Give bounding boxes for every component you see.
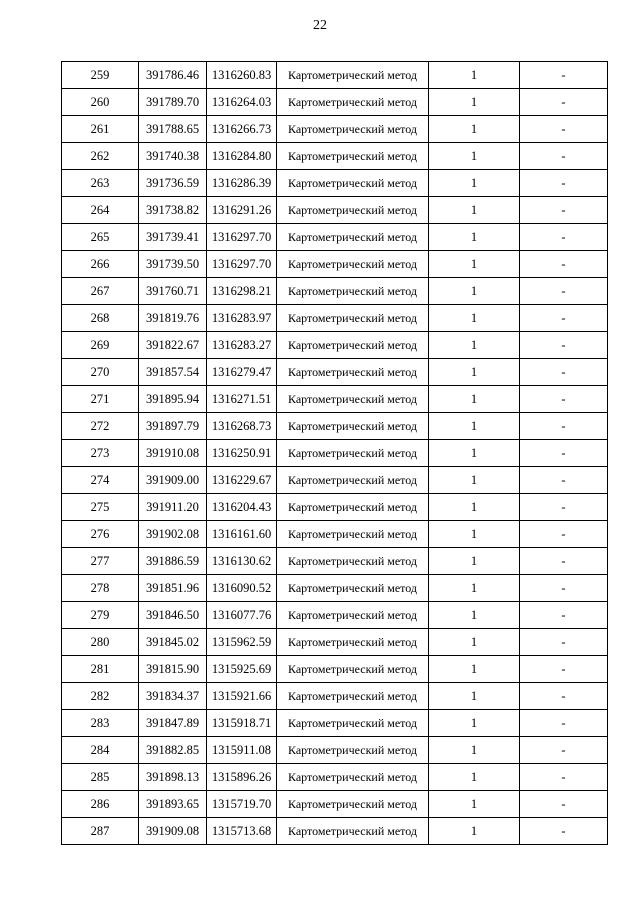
x-coordinate-cell: 391760.71 (139, 278, 207, 305)
x-coordinate-cell: 391815.90 (139, 656, 207, 683)
description-cell: - (520, 737, 608, 764)
accuracy-cell: 1 (429, 440, 520, 467)
accuracy-cell: 1 (429, 656, 520, 683)
table-row (62, 521, 608, 548)
point-number-cell: 272 (62, 413, 139, 440)
x-coordinate-cell: 391909.00 (139, 467, 207, 494)
y-coordinate-cell: 1316284.80 (207, 143, 277, 170)
x-coordinate-cell: 391819.76 (139, 305, 207, 332)
accuracy-cell: 1 (429, 224, 520, 251)
description-cell: - (520, 224, 608, 251)
table-row (62, 791, 608, 818)
y-coordinate-cell: 1315962.59 (207, 629, 277, 656)
y-coordinate-cell: 1315918.71 (207, 710, 277, 737)
y-coordinate-cell: 1316077.76 (207, 602, 277, 629)
description-cell: - (520, 467, 608, 494)
accuracy-cell: 1 (429, 305, 520, 332)
y-coordinate-cell: 1316298.21 (207, 278, 277, 305)
point-number-cell: 278 (62, 575, 139, 602)
accuracy-cell: 1 (429, 332, 520, 359)
method-cell: Картометрический метод (277, 386, 429, 413)
accuracy-cell: 1 (429, 710, 520, 737)
method-cell: Картометрический метод (277, 170, 429, 197)
point-number-cell: 276 (62, 521, 139, 548)
method-cell: Картометрический метод (277, 737, 429, 764)
accuracy-cell: 1 (429, 467, 520, 494)
x-coordinate-cell: 391909.08 (139, 818, 207, 845)
method-cell: Картометрический метод (277, 89, 429, 116)
x-coordinate-cell: 391822.67 (139, 332, 207, 359)
table-row (62, 305, 608, 332)
accuracy-cell: 1 (429, 62, 520, 89)
x-coordinate-cell: 391740.38 (139, 143, 207, 170)
description-cell: - (520, 170, 608, 197)
method-cell: Картометрический метод (277, 764, 429, 791)
method-cell: Картометрический метод (277, 467, 429, 494)
point-number-cell: 286 (62, 791, 139, 818)
y-coordinate-cell: 1316090.52 (207, 575, 277, 602)
y-coordinate-cell: 1316283.27 (207, 332, 277, 359)
table-row (62, 413, 608, 440)
accuracy-cell: 1 (429, 251, 520, 278)
method-cell: Картометрический метод (277, 818, 429, 845)
x-coordinate-cell: 391788.65 (139, 116, 207, 143)
method-cell: Картометрический метод (277, 791, 429, 818)
table-body (62, 62, 608, 845)
point-number-cell: 271 (62, 386, 139, 413)
description-cell: - (520, 359, 608, 386)
y-coordinate-cell: 1316286.39 (207, 170, 277, 197)
point-number-cell: 266 (62, 251, 139, 278)
accuracy-cell: 1 (429, 170, 520, 197)
table-row (62, 386, 608, 413)
point-number-cell: 259 (62, 62, 139, 89)
y-coordinate-cell: 1315896.26 (207, 764, 277, 791)
point-number-cell: 275 (62, 494, 139, 521)
accuracy-cell: 1 (429, 683, 520, 710)
table-row (62, 332, 608, 359)
point-number-cell: 263 (62, 170, 139, 197)
method-cell: Картометрический метод (277, 440, 429, 467)
table-row (62, 116, 608, 143)
accuracy-cell: 1 (429, 197, 520, 224)
point-number-cell: 281 (62, 656, 139, 683)
x-coordinate-cell: 391886.59 (139, 548, 207, 575)
x-coordinate-cell: 391786.46 (139, 62, 207, 89)
point-number-cell: 284 (62, 737, 139, 764)
x-coordinate-cell: 391736.59 (139, 170, 207, 197)
method-cell: Картометрический метод (277, 656, 429, 683)
description-cell: - (520, 197, 608, 224)
description-cell: - (520, 548, 608, 575)
method-cell: Картометрический метод (277, 683, 429, 710)
table-row (62, 278, 608, 305)
x-coordinate-cell: 391910.08 (139, 440, 207, 467)
coordinates-table (61, 61, 608, 845)
method-cell: Картометрический метод (277, 143, 429, 170)
table-row (62, 62, 608, 89)
y-coordinate-cell: 1315719.70 (207, 791, 277, 818)
x-coordinate-cell: 391882.85 (139, 737, 207, 764)
description-cell: - (520, 143, 608, 170)
table-row (62, 656, 608, 683)
y-coordinate-cell: 1316271.51 (207, 386, 277, 413)
description-cell: - (520, 764, 608, 791)
accuracy-cell: 1 (429, 386, 520, 413)
table-row (62, 575, 608, 602)
accuracy-cell: 1 (429, 629, 520, 656)
point-number-cell: 285 (62, 764, 139, 791)
y-coordinate-cell: 1315925.69 (207, 656, 277, 683)
description-cell: - (520, 494, 608, 521)
y-coordinate-cell: 1316266.73 (207, 116, 277, 143)
accuracy-cell: 1 (429, 602, 520, 629)
table-row (62, 629, 608, 656)
x-coordinate-cell: 391851.96 (139, 575, 207, 602)
description-cell: - (520, 602, 608, 629)
x-coordinate-cell: 391895.94 (139, 386, 207, 413)
point-number-cell: 261 (62, 116, 139, 143)
y-coordinate-cell: 1316283.97 (207, 305, 277, 332)
point-number-cell: 277 (62, 548, 139, 575)
description-cell: - (520, 683, 608, 710)
table-row (62, 683, 608, 710)
y-coordinate-cell: 1316260.83 (207, 62, 277, 89)
method-cell: Картометрический метод (277, 62, 429, 89)
point-number-cell: 273 (62, 440, 139, 467)
description-cell: - (520, 818, 608, 845)
x-coordinate-cell: 391902.08 (139, 521, 207, 548)
table-row (62, 764, 608, 791)
description-cell: - (520, 89, 608, 116)
description-cell: - (520, 278, 608, 305)
y-coordinate-cell: 1316264.03 (207, 89, 277, 116)
y-coordinate-cell: 1316297.70 (207, 224, 277, 251)
table-row (62, 89, 608, 116)
point-number-cell: 270 (62, 359, 139, 386)
y-coordinate-cell: 1316161.60 (207, 521, 277, 548)
description-cell: - (520, 305, 608, 332)
point-number-cell: 262 (62, 143, 139, 170)
method-cell: Картометрический метод (277, 575, 429, 602)
x-coordinate-cell: 391845.02 (139, 629, 207, 656)
accuracy-cell: 1 (429, 737, 520, 764)
x-coordinate-cell: 391893.65 (139, 791, 207, 818)
table-row (62, 548, 608, 575)
table-row (62, 602, 608, 629)
method-cell: Картометрический метод (277, 548, 429, 575)
point-number-cell: 274 (62, 467, 139, 494)
point-number-cell: 283 (62, 710, 139, 737)
table-row (62, 467, 608, 494)
method-cell: Картометрический метод (277, 278, 429, 305)
method-cell: Картометрический метод (277, 197, 429, 224)
x-coordinate-cell: 391789.70 (139, 89, 207, 116)
x-coordinate-cell: 391911.20 (139, 494, 207, 521)
y-coordinate-cell: 1316291.26 (207, 197, 277, 224)
accuracy-cell: 1 (429, 494, 520, 521)
table-row (62, 737, 608, 764)
y-coordinate-cell: 1316268.73 (207, 413, 277, 440)
table-row (62, 170, 608, 197)
point-number-cell: 280 (62, 629, 139, 656)
description-cell: - (520, 521, 608, 548)
x-coordinate-cell: 391898.13 (139, 764, 207, 791)
table-row (62, 359, 608, 386)
method-cell: Картометрический метод (277, 251, 429, 278)
page-number: 22 (313, 18, 327, 33)
x-coordinate-cell: 391834.37 (139, 683, 207, 710)
accuracy-cell: 1 (429, 575, 520, 602)
description-cell: - (520, 413, 608, 440)
description-cell: - (520, 332, 608, 359)
description-cell: - (520, 116, 608, 143)
table-row (62, 710, 608, 737)
accuracy-cell: 1 (429, 521, 520, 548)
y-coordinate-cell: 1316130.62 (207, 548, 277, 575)
table-row (62, 197, 608, 224)
point-number-cell: 268 (62, 305, 139, 332)
x-coordinate-cell: 391897.79 (139, 413, 207, 440)
method-cell: Картометрический метод (277, 359, 429, 386)
accuracy-cell: 1 (429, 278, 520, 305)
method-cell: Картометрический метод (277, 602, 429, 629)
method-cell: Картометрический метод (277, 413, 429, 440)
y-coordinate-cell: 1316250.91 (207, 440, 277, 467)
description-cell: - (520, 656, 608, 683)
table-row (62, 440, 608, 467)
accuracy-cell: 1 (429, 359, 520, 386)
y-coordinate-cell: 1315911.08 (207, 737, 277, 764)
point-number-cell: 279 (62, 602, 139, 629)
x-coordinate-cell: 391847.89 (139, 710, 207, 737)
description-cell: - (520, 62, 608, 89)
point-number-cell: 260 (62, 89, 139, 116)
x-coordinate-cell: 391857.54 (139, 359, 207, 386)
table-row (62, 224, 608, 251)
description-cell: - (520, 386, 608, 413)
y-coordinate-cell: 1316204.43 (207, 494, 277, 521)
table-row (62, 818, 608, 845)
description-cell: - (520, 440, 608, 467)
x-coordinate-cell: 391739.50 (139, 251, 207, 278)
accuracy-cell: 1 (429, 818, 520, 845)
point-number-cell: 264 (62, 197, 139, 224)
description-cell: - (520, 251, 608, 278)
method-cell: Картометрический метод (277, 224, 429, 251)
y-coordinate-cell: 1316279.47 (207, 359, 277, 386)
accuracy-cell: 1 (429, 791, 520, 818)
table-row (62, 251, 608, 278)
method-cell: Картометрический метод (277, 494, 429, 521)
method-cell: Картометрический метод (277, 521, 429, 548)
point-number-cell: 269 (62, 332, 139, 359)
description-cell: - (520, 791, 608, 818)
y-coordinate-cell: 1315921.66 (207, 683, 277, 710)
description-cell: - (520, 710, 608, 737)
description-cell: - (520, 629, 608, 656)
table-row (62, 143, 608, 170)
point-number-cell: 287 (62, 818, 139, 845)
y-coordinate-cell: 1316297.70 (207, 251, 277, 278)
point-number-cell: 282 (62, 683, 139, 710)
accuracy-cell: 1 (429, 143, 520, 170)
point-number-cell: 265 (62, 224, 139, 251)
accuracy-cell: 1 (429, 89, 520, 116)
y-coordinate-cell: 1315713.68 (207, 818, 277, 845)
accuracy-cell: 1 (429, 413, 520, 440)
y-coordinate-cell: 1316229.67 (207, 467, 277, 494)
table-row (62, 494, 608, 521)
method-cell: Картометрический метод (277, 116, 429, 143)
accuracy-cell: 1 (429, 116, 520, 143)
description-cell: - (520, 575, 608, 602)
method-cell: Картометрический метод (277, 332, 429, 359)
point-number-cell: 267 (62, 278, 139, 305)
x-coordinate-cell: 391738.82 (139, 197, 207, 224)
method-cell: Картометрический метод (277, 305, 429, 332)
method-cell: Картометрический метод (277, 710, 429, 737)
method-cell: Картометрический метод (277, 629, 429, 656)
accuracy-cell: 1 (429, 548, 520, 575)
x-coordinate-cell: 391846.50 (139, 602, 207, 629)
x-coordinate-cell: 391739.41 (139, 224, 207, 251)
accuracy-cell: 1 (429, 764, 520, 791)
